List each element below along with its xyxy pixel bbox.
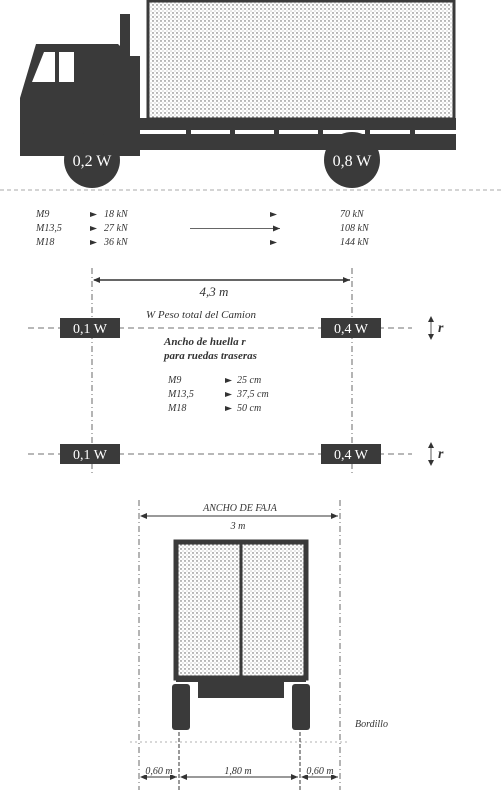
lane-width-value: 3 m — [230, 521, 246, 532]
rear-load-m18: 144 kN — [340, 237, 369, 248]
cargo-box — [148, 1, 454, 119]
rear-wheel-top-label: 0,4 W — [334, 322, 368, 337]
chassis-lower — [140, 134, 456, 150]
right-margin-label: 0,60 m — [306, 766, 334, 777]
rear-wheel-bottom-label: 0,4 W — [334, 448, 368, 463]
class-m18: M18 — [36, 237, 55, 248]
truck-rear-view — [130, 500, 388, 790]
track-width-title-1: Ancho de huella r — [164, 336, 246, 348]
track-width-marker-bottom — [428, 442, 444, 466]
cab-window-side — [59, 52, 74, 82]
track-value-m135: 37,5 cm — [237, 389, 269, 400]
weight-note: W Peso total del Camion — [146, 309, 256, 321]
track-class-m9: M9 — [168, 375, 182, 386]
class-m9: M9 — [36, 209, 50, 220]
rear-load-m9: 70 kN — [340, 209, 364, 220]
front-load-m135: 27 kN — [104, 223, 128, 234]
track-value-m9: 25 cm — [237, 375, 262, 386]
class-m135: M13,5 — [36, 223, 62, 234]
track-value-m18: 50 cm — [237, 403, 262, 414]
track-class-m135: M13,5 — [168, 389, 194, 400]
axle-plan — [28, 268, 444, 475]
rear-load-m135: 108 kN — [340, 223, 369, 234]
track-class-m18: M18 — [168, 403, 187, 414]
rear-right-wheel — [292, 684, 310, 730]
axle-spacing-label: 4,3 m — [199, 284, 229, 299]
lane-width-title: ANCHO DE FAJA — [203, 503, 277, 514]
front-wheel-bottom-label: 0,1 W — [73, 448, 107, 463]
curb-label: Bordillo — [355, 719, 388, 730]
rear-left-wheel — [172, 684, 190, 730]
r-label-bottom: r — [438, 447, 444, 462]
wheel-spacing-label: 1,80 m — [224, 766, 252, 777]
front-axle-label: 0,2 W — [72, 153, 112, 170]
truck-side-view — [20, 1, 456, 188]
front-wheel-top-label: 0,1 W — [73, 322, 107, 337]
load-table — [35, 209, 370, 248]
rear-frame — [176, 676, 306, 682]
front-load-m9: 18 kN — [104, 209, 128, 220]
track-width-marker-top — [428, 316, 444, 340]
track-width-title-2: para ruedas traseras — [164, 350, 257, 362]
front-load-m18: 36 kN — [104, 237, 128, 248]
rear-bumper — [198, 682, 284, 698]
r-label-top: r — [438, 321, 444, 336]
track-width-table — [167, 375, 269, 414]
rear-axle-label: 0,8 W — [332, 153, 372, 170]
left-margin-label: 0,60 m — [145, 766, 173, 777]
